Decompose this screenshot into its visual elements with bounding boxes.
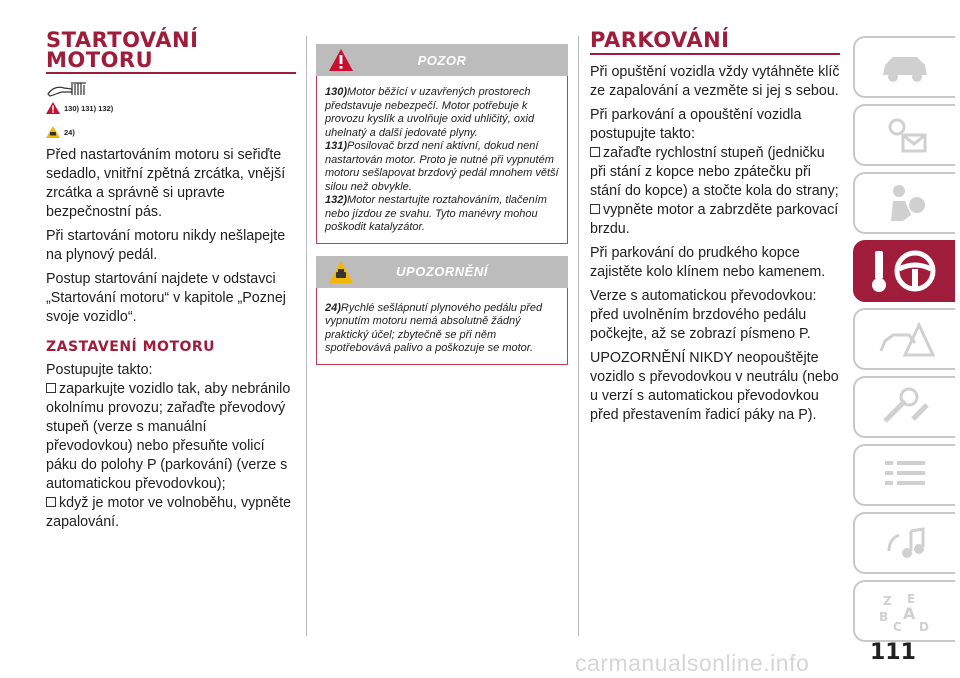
svg-text:C: C xyxy=(893,620,902,633)
alphabetical-index-icon xyxy=(875,589,935,633)
caution-refs: 24) xyxy=(64,127,75,137)
checkbox-bullet-icon xyxy=(590,147,600,157)
maintenance-tools-icon xyxy=(875,385,935,429)
section-title-starting: STARTOVÁNÍ MOTORU xyxy=(46,28,199,72)
paragraph: Před nastartováním motoru si seřiďte sedadlo, vnitřní zpětná zrcátka, vnější zrcátka a správně si upravte bezpečnostní pás. xyxy=(46,147,286,220)
right-column xyxy=(590,30,840,425)
warning-triangle-icon xyxy=(328,48,354,72)
left-column xyxy=(46,30,296,532)
caution-triangle-icon xyxy=(328,260,354,284)
title-underline xyxy=(46,72,296,74)
caution-box-header xyxy=(316,256,568,288)
column-divider xyxy=(306,36,307,636)
page-number: 111 xyxy=(870,640,916,665)
warning-box-title: POZOR xyxy=(417,52,467,68)
svg-text:A: A xyxy=(903,604,916,623)
multimedia-icon xyxy=(875,521,935,565)
list-item: zaparkujte vozidlo tak, aby nebránilo okolnímu provozu; zařaďte převodový stupeň (verze s manuální převodovkou) nebo přesuňte volicí páku do polohy P (parkování) (verze s automatickou převodovkou); xyxy=(46,381,291,492)
section-title-stopping: ZASTAVENÍ MOTORU xyxy=(46,339,216,355)
watermark: carmanualsonline.info xyxy=(575,650,810,676)
warning-refs: 130) 131) 132) xyxy=(64,103,114,113)
paragraph: Postupujte takto: xyxy=(46,362,153,378)
svg-text:E: E xyxy=(907,592,916,606)
list-item: vypněte motor a zabrzděte parkovací brzdu. xyxy=(590,202,839,237)
column-divider xyxy=(578,36,579,636)
caution-reference-row xyxy=(46,126,296,138)
paragraph: Při parkování a opouštění vozidla postupujte takto: xyxy=(590,107,802,142)
svg-text:B: B xyxy=(879,610,889,624)
tab-maintenance[interactable] xyxy=(853,376,955,438)
svg-text:D: D xyxy=(919,620,929,633)
warning-box-header xyxy=(316,44,568,76)
tab-emergency[interactable] xyxy=(853,308,955,370)
caution-triangle-icon xyxy=(46,126,60,138)
warning-item: 130)Motor běžící v uzavřených prostorech představuje nebezpečí. Motor potřebuje k provozu kyslík a uvolňuje oxid uhličitý, oxid uhelnatý a další jedovaté plyny. xyxy=(325,86,535,139)
tab-starting-driving[interactable] xyxy=(853,240,955,302)
airbag-seat-icon xyxy=(875,181,935,225)
warning-reference-row xyxy=(46,102,296,114)
warning-triangle-icon xyxy=(46,102,60,114)
car-icon xyxy=(875,47,935,87)
tab-index[interactable] xyxy=(853,580,955,642)
emergency-triangle-icon xyxy=(875,317,935,361)
warning-item: 132)Motor nestartujte roztahováním, tlačením nebo jízdou ze svahu. Tyto manévry mohou poškodit katalyzátor. xyxy=(325,194,547,233)
paragraph: Při parkování do prudkého kopce zajistěte kolo klínem nebo kamenem. xyxy=(590,245,826,280)
title-underline xyxy=(590,53,840,55)
caution-box-body xyxy=(316,288,568,365)
paragraph: Verze s automatickou převodovkou: před uvolněním brzdového pedálu počkejte, až se zobrazí písmeno P. xyxy=(590,288,817,342)
caution-box-title: UPOZORNĚNÍ xyxy=(396,264,488,279)
tab-vehicle[interactable] xyxy=(853,36,955,98)
specifications-list-icon xyxy=(875,453,935,497)
tab-multimedia[interactable] xyxy=(853,512,955,574)
section-title-parking: PARKOVÁNÍ xyxy=(590,28,730,52)
checkbox-bullet-icon xyxy=(590,204,600,214)
checkbox-bullet-icon xyxy=(46,497,56,507)
hand-key-icon xyxy=(46,80,96,98)
tab-dashboard[interactable] xyxy=(853,104,955,166)
dashboard-lights-icon xyxy=(875,113,935,157)
checkbox-bullet-icon xyxy=(46,383,56,393)
svg-text:Z: Z xyxy=(883,594,892,608)
middle-column xyxy=(316,44,568,365)
warning-box-body xyxy=(316,76,568,244)
list-item: když je motor ve volnoběhu, vypněte zapalování. xyxy=(46,495,292,530)
caution-item: 24)Rychlé sešlápnutí plynového pedálu před vypnutím motoru nemá absolutně žádný praktický účel; zbytečně se při něm spotřebovává palivo a poškozuje se motor. xyxy=(325,301,543,354)
ignition-icon-row xyxy=(46,80,296,98)
paragraph: Při startování motoru nikdy nešlapejte na plynový pedál. xyxy=(46,228,286,263)
tab-specifications[interactable] xyxy=(853,444,955,506)
key-steering-wheel-icon xyxy=(865,247,945,295)
list-item: zařaďte rychlostní stupeň (jedničku při stání z kopce nebo zpátečku při stání do kopce) a stočte kola do strany; xyxy=(590,145,839,199)
tab-safety[interactable] xyxy=(853,172,955,234)
warning-item: 131)Posilovač brzd není aktivní, dokud není nastartován motor. Proto je nutné při vypnutém motoru sešlapovat brzdový pedál mnohem větší silou než obvykle. xyxy=(325,140,559,193)
paragraph: UPOZORNĚNÍ NIKDY neopouštějte vozidlo s převodovkou v neutrálu (nebo u verzí s automatickou převodovkou před přestavením řadicí páky na P). xyxy=(590,350,839,423)
paragraph: Postup startování najdete v odstavci „Startování motoru“ v kapitole „Poznej svoje vozidlo“. xyxy=(46,271,286,325)
paragraph: Při opuštění vozidla vždy vytáhněte klíč ze zapalování a vezměte si jej s sebou. xyxy=(590,64,840,99)
